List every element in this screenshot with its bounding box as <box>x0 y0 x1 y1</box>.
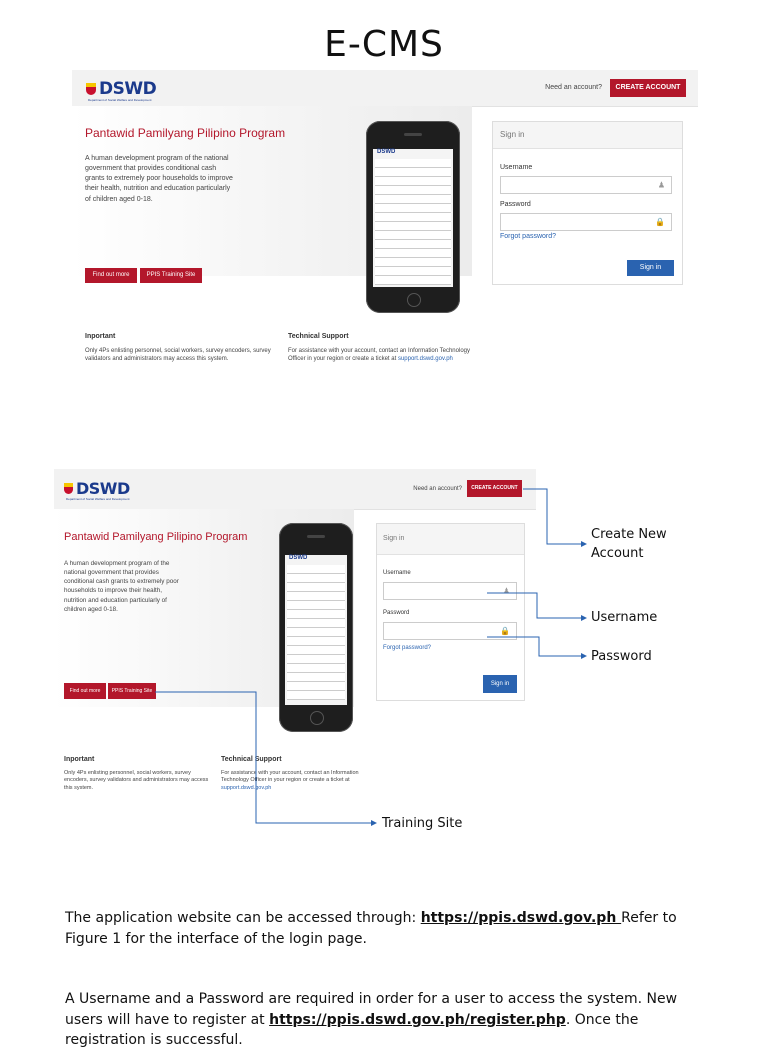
technical-support-text: For assistance with your account, contact an Information Technology Officer in your region or create a ticket at support.dswd.gov.ph <box>288 348 470 363</box>
find-out-more-button[interactable]: Find out more <box>85 268 137 283</box>
program-title: Pantawid Pamilyang Pilipino Program <box>85 126 286 140</box>
program-title: Pantawid Pamilyang Pilipino Program <box>64 531 248 543</box>
username-label: Username <box>500 164 533 171</box>
password-label: Password <box>500 201 531 208</box>
lock-icon: 🔒 <box>655 217 665 227</box>
username-input[interactable] <box>383 582 517 600</box>
important-text: Only 4Ps enlisting personnel, social workers, survey encoders, survey validators and administrators may access this system. <box>64 770 209 791</box>
important-title: Inportant <box>64 756 95 763</box>
site-header <box>54 469 536 510</box>
sign-in-panel <box>492 121 683 285</box>
dswd-logo: DSWD Department of Social Welfare and Development <box>66 479 130 501</box>
callout-password: Password <box>591 649 652 664</box>
username-input[interactable] <box>500 176 672 194</box>
phone-speaker <box>307 535 325 538</box>
dswd-logo: DSWD Department of Social Welfare and Development <box>88 79 157 102</box>
phone-screen: DSWD <box>373 149 453 287</box>
need-account-text: Need an account? <box>413 486 462 492</box>
sign-in-button[interactable]: Sign in <box>483 675 517 693</box>
paragraph-access: The application website can be accessed through: https://ppis.dswd.gov.ph Refer to Figure 1 for the interface of the login page. <box>65 910 677 947</box>
technical-support-title: Technical Support <box>288 333 349 340</box>
dswd-shield-icon <box>64 483 73 494</box>
technical-support-title: Technical Support <box>221 756 282 763</box>
sign-in-button[interactable]: Sign in <box>627 260 674 276</box>
password-label: Password <box>383 610 410 616</box>
program-description: A human development program of the national government that provides conditional cash grants to extremely poor households to improve their health, nutrition and education particularly of children aged 0-18. <box>85 155 233 203</box>
username-label: Username <box>383 570 411 576</box>
callout-username: Username <box>591 610 658 625</box>
phone-home-button <box>310 711 324 725</box>
find-out-more-button[interactable]: Find out more <box>64 683 106 699</box>
lock-icon: 🔒 <box>500 626 510 636</box>
site-header <box>72 70 698 107</box>
technical-support-text: For assistance with your account, contact an Information Technology Officer in your region or create a ticket at support.dswd.gov.ph <box>221 770 359 791</box>
important-text: Only 4Ps enlisting personnel, social workers, survey encoders, survey validators and administrators may access this system. <box>85 348 271 363</box>
training-site-button[interactable]: PPIS Training Site <box>108 683 156 699</box>
program-description: A human development program of the national government that provides conditional cash grants to extremely poor households to improve their health, nutrition and education particularly of children aged 0-18. <box>64 560 179 613</box>
user-icon: ♟ <box>657 180 665 190</box>
sign-in-title: Sign in <box>377 524 524 555</box>
support-link[interactable]: support.dswd.gov.ph <box>397 356 453 363</box>
login-screenshot-annotated <box>54 469 536 829</box>
login-screenshot-top <box>72 70 698 390</box>
paragraph-registration: A Username and a Password are required in order for a user to access the system. New users will have to register at https://ppis.dswd.gov.ph/register.php. Once the registration is successful. <box>65 991 678 1049</box>
create-account-button[interactable]: CREATE ACCOUNT <box>467 480 522 497</box>
password-input[interactable] <box>500 213 672 231</box>
important-title: Inportant <box>85 333 116 340</box>
callout-create-new-account: Create New Account <box>591 527 667 561</box>
user-icon: ♟ <box>502 586 510 596</box>
phone-home-button <box>407 293 421 307</box>
password-input[interactable] <box>383 622 517 640</box>
forgot-password-link[interactable]: Forgot password? <box>383 645 432 651</box>
phone-mockup <box>279 523 353 732</box>
callout-training-site: Training Site <box>382 816 463 831</box>
sign-in-title: Sign in <box>493 122 682 149</box>
need-account-text: Need an account? <box>545 84 602 91</box>
phone-mockup <box>366 121 460 313</box>
phone-screen: DSWD <box>285 555 347 705</box>
ppis-url-link[interactable]: https://ppis.dswd.gov.ph <box>420 910 622 926</box>
dswd-shield-icon <box>86 83 96 95</box>
create-account-button[interactable]: CREATE ACCOUNT <box>610 79 686 97</box>
register-url-link[interactable]: https://ppis.dswd.gov.ph/register.php <box>269 1011 566 1028</box>
sign-in-panel <box>376 523 525 701</box>
support-link[interactable]: support.dswd.gov.ph <box>221 784 272 791</box>
document-title: E-CMS <box>324 24 444 65</box>
training-site-button[interactable]: PPIS Training Site <box>140 268 202 283</box>
forgot-password-link[interactable]: Forgot password? <box>500 233 557 240</box>
phone-speaker <box>404 133 422 136</box>
